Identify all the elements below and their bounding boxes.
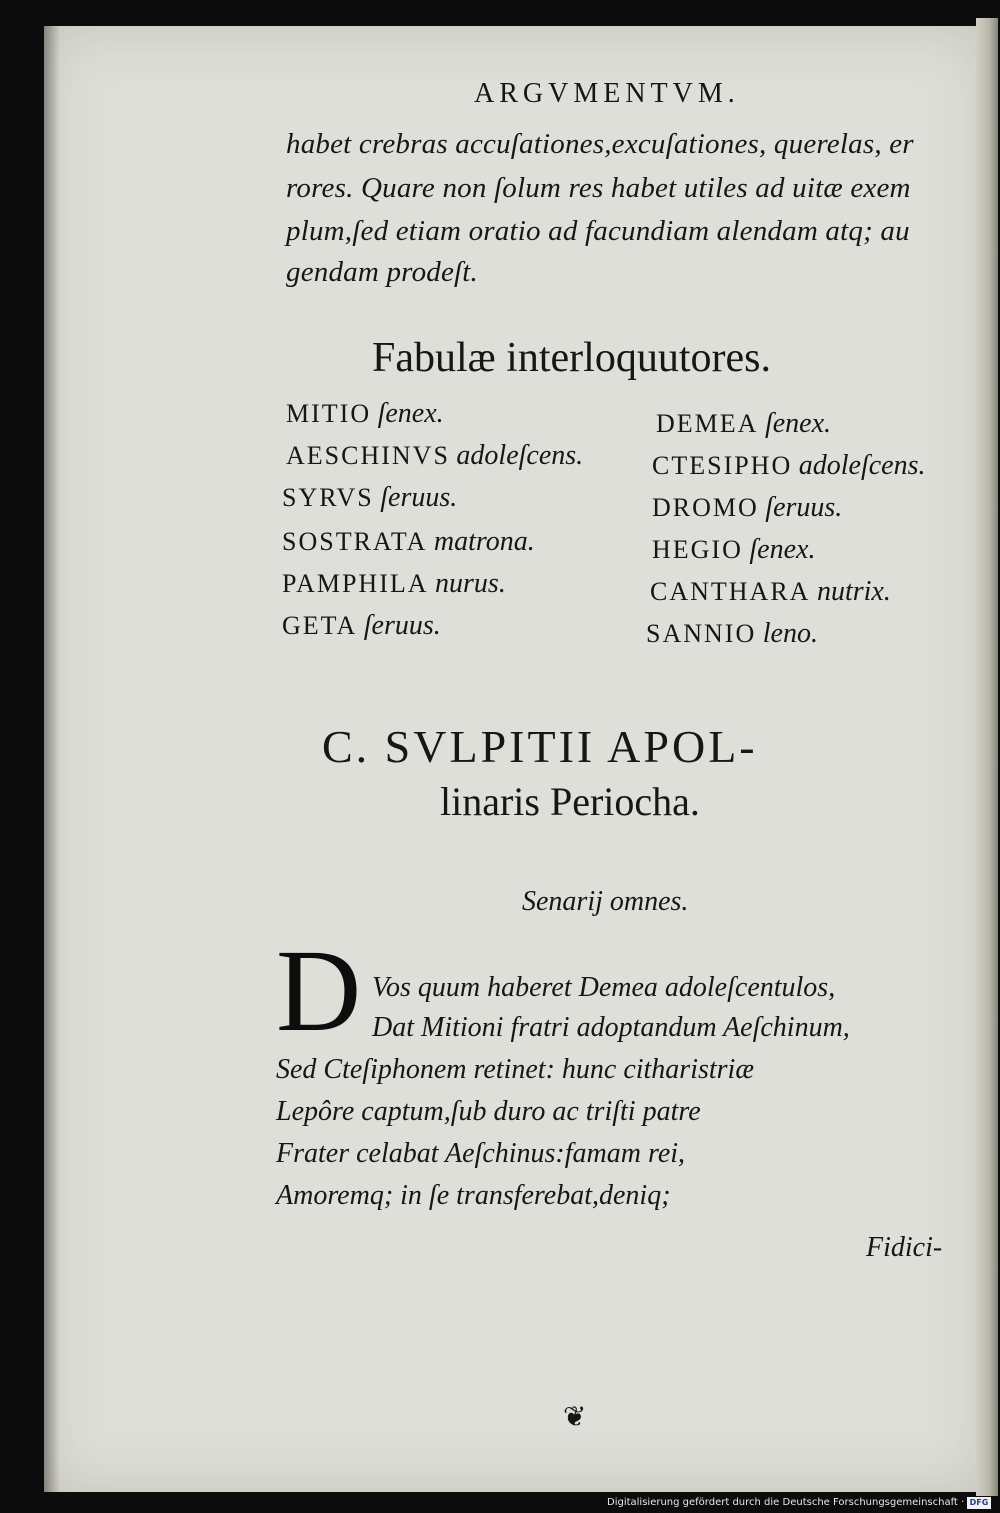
argument-line: gendam prodeſt. [286, 256, 479, 288]
meter-note: Senarij omnes. [522, 886, 689, 917]
persona-entry [282, 526, 535, 558]
persona-name: SANNIO [646, 619, 757, 648]
persona-entry [650, 576, 891, 608]
digitization-credit: Digitalisierung gefördert durch die Deutsche Forschungsgemeinschaft · [607, 1497, 965, 1508]
persona-role: ſenex. [749, 534, 816, 565]
persona-role: ſeruus. [380, 482, 458, 513]
persona-role: adoleſcens. [798, 450, 926, 481]
persona-name: GETA [282, 611, 358, 640]
persona-entry [652, 534, 815, 566]
persona-entry [282, 568, 506, 600]
argument-line: rores. Quare non ſolum res habet utiles ad uitæ exem [286, 172, 911, 204]
argument-line: habet crebras accuſationes,excuſationes, querelas, er [286, 128, 914, 160]
verse-line: Lepôre captum,ſub duro ac triſti patre [276, 1096, 701, 1127]
verse-line: Sed Cteſiphonem retinet: hunc citharistriæ [276, 1054, 755, 1085]
dramatis-personae-title: Fabulæ interloquutores. [372, 335, 771, 381]
gutter-shadow [44, 26, 60, 1492]
fleuron-icon: ❦ [563, 1400, 587, 1433]
persona-entry [282, 482, 457, 514]
verse-line: Frater celabat Aeſchinus:famam rei, [276, 1138, 686, 1169]
persona-entry [652, 450, 926, 482]
persona-role: ſenex. [377, 398, 444, 429]
persona-role: ſenex. [764, 408, 831, 439]
persona-role: nutrix. [816, 576, 891, 607]
argument-line: plum,ſed etiam oratio ad facundiam alendam atq; au [286, 215, 910, 247]
persona-role: ſeruus. [363, 610, 441, 641]
persona-role: matrona. [433, 526, 535, 557]
persona-role: nurus. [435, 568, 506, 599]
persona-role: adoleſcens. [456, 440, 584, 471]
persona-entry [286, 398, 444, 430]
persona-name: MITIO [286, 399, 372, 428]
running-head: ARGVMENTVM. [474, 78, 740, 109]
catchword: Fidici- [866, 1232, 943, 1263]
verse-line: Dat Mitioni fratri adoptandum Aeſchinum, [372, 1012, 850, 1043]
persona-entry [652, 492, 842, 524]
persona-name: CTESIPHO [652, 451, 793, 480]
perioche-subtitle: linaris Periocha. [440, 779, 700, 824]
verse-line: Amoremq; in ſe transferebat,deniq; [276, 1180, 671, 1211]
persona-name: SYRVS [282, 483, 374, 512]
persona-entry [286, 440, 583, 472]
page-edge [976, 18, 998, 1496]
persona-name: AESCHINVS [286, 441, 450, 470]
perioche-title: C. SVLPITII APOL- [322, 721, 758, 772]
persona-name: DROMO [652, 493, 759, 522]
persona-role: ſeruus. [765, 492, 843, 523]
persona-name: SOSTRATA [282, 527, 428, 556]
dfg-logo: DFG [967, 1497, 991, 1509]
verse-line: Vos quum haberet Demea adoleſcentulos, [372, 972, 836, 1003]
persona-entry [646, 618, 818, 650]
persona-entry [656, 408, 831, 440]
persona-name: CANTHARA [650, 577, 811, 606]
persona-name: DEMEA [656, 409, 759, 438]
persona-name: HEGIO [652, 535, 743, 564]
persona-entry [282, 610, 441, 642]
persona-name: PAMPHILA [282, 569, 429, 598]
drop-capital: D [276, 925, 362, 1056]
persona-role: leno. [762, 618, 818, 649]
